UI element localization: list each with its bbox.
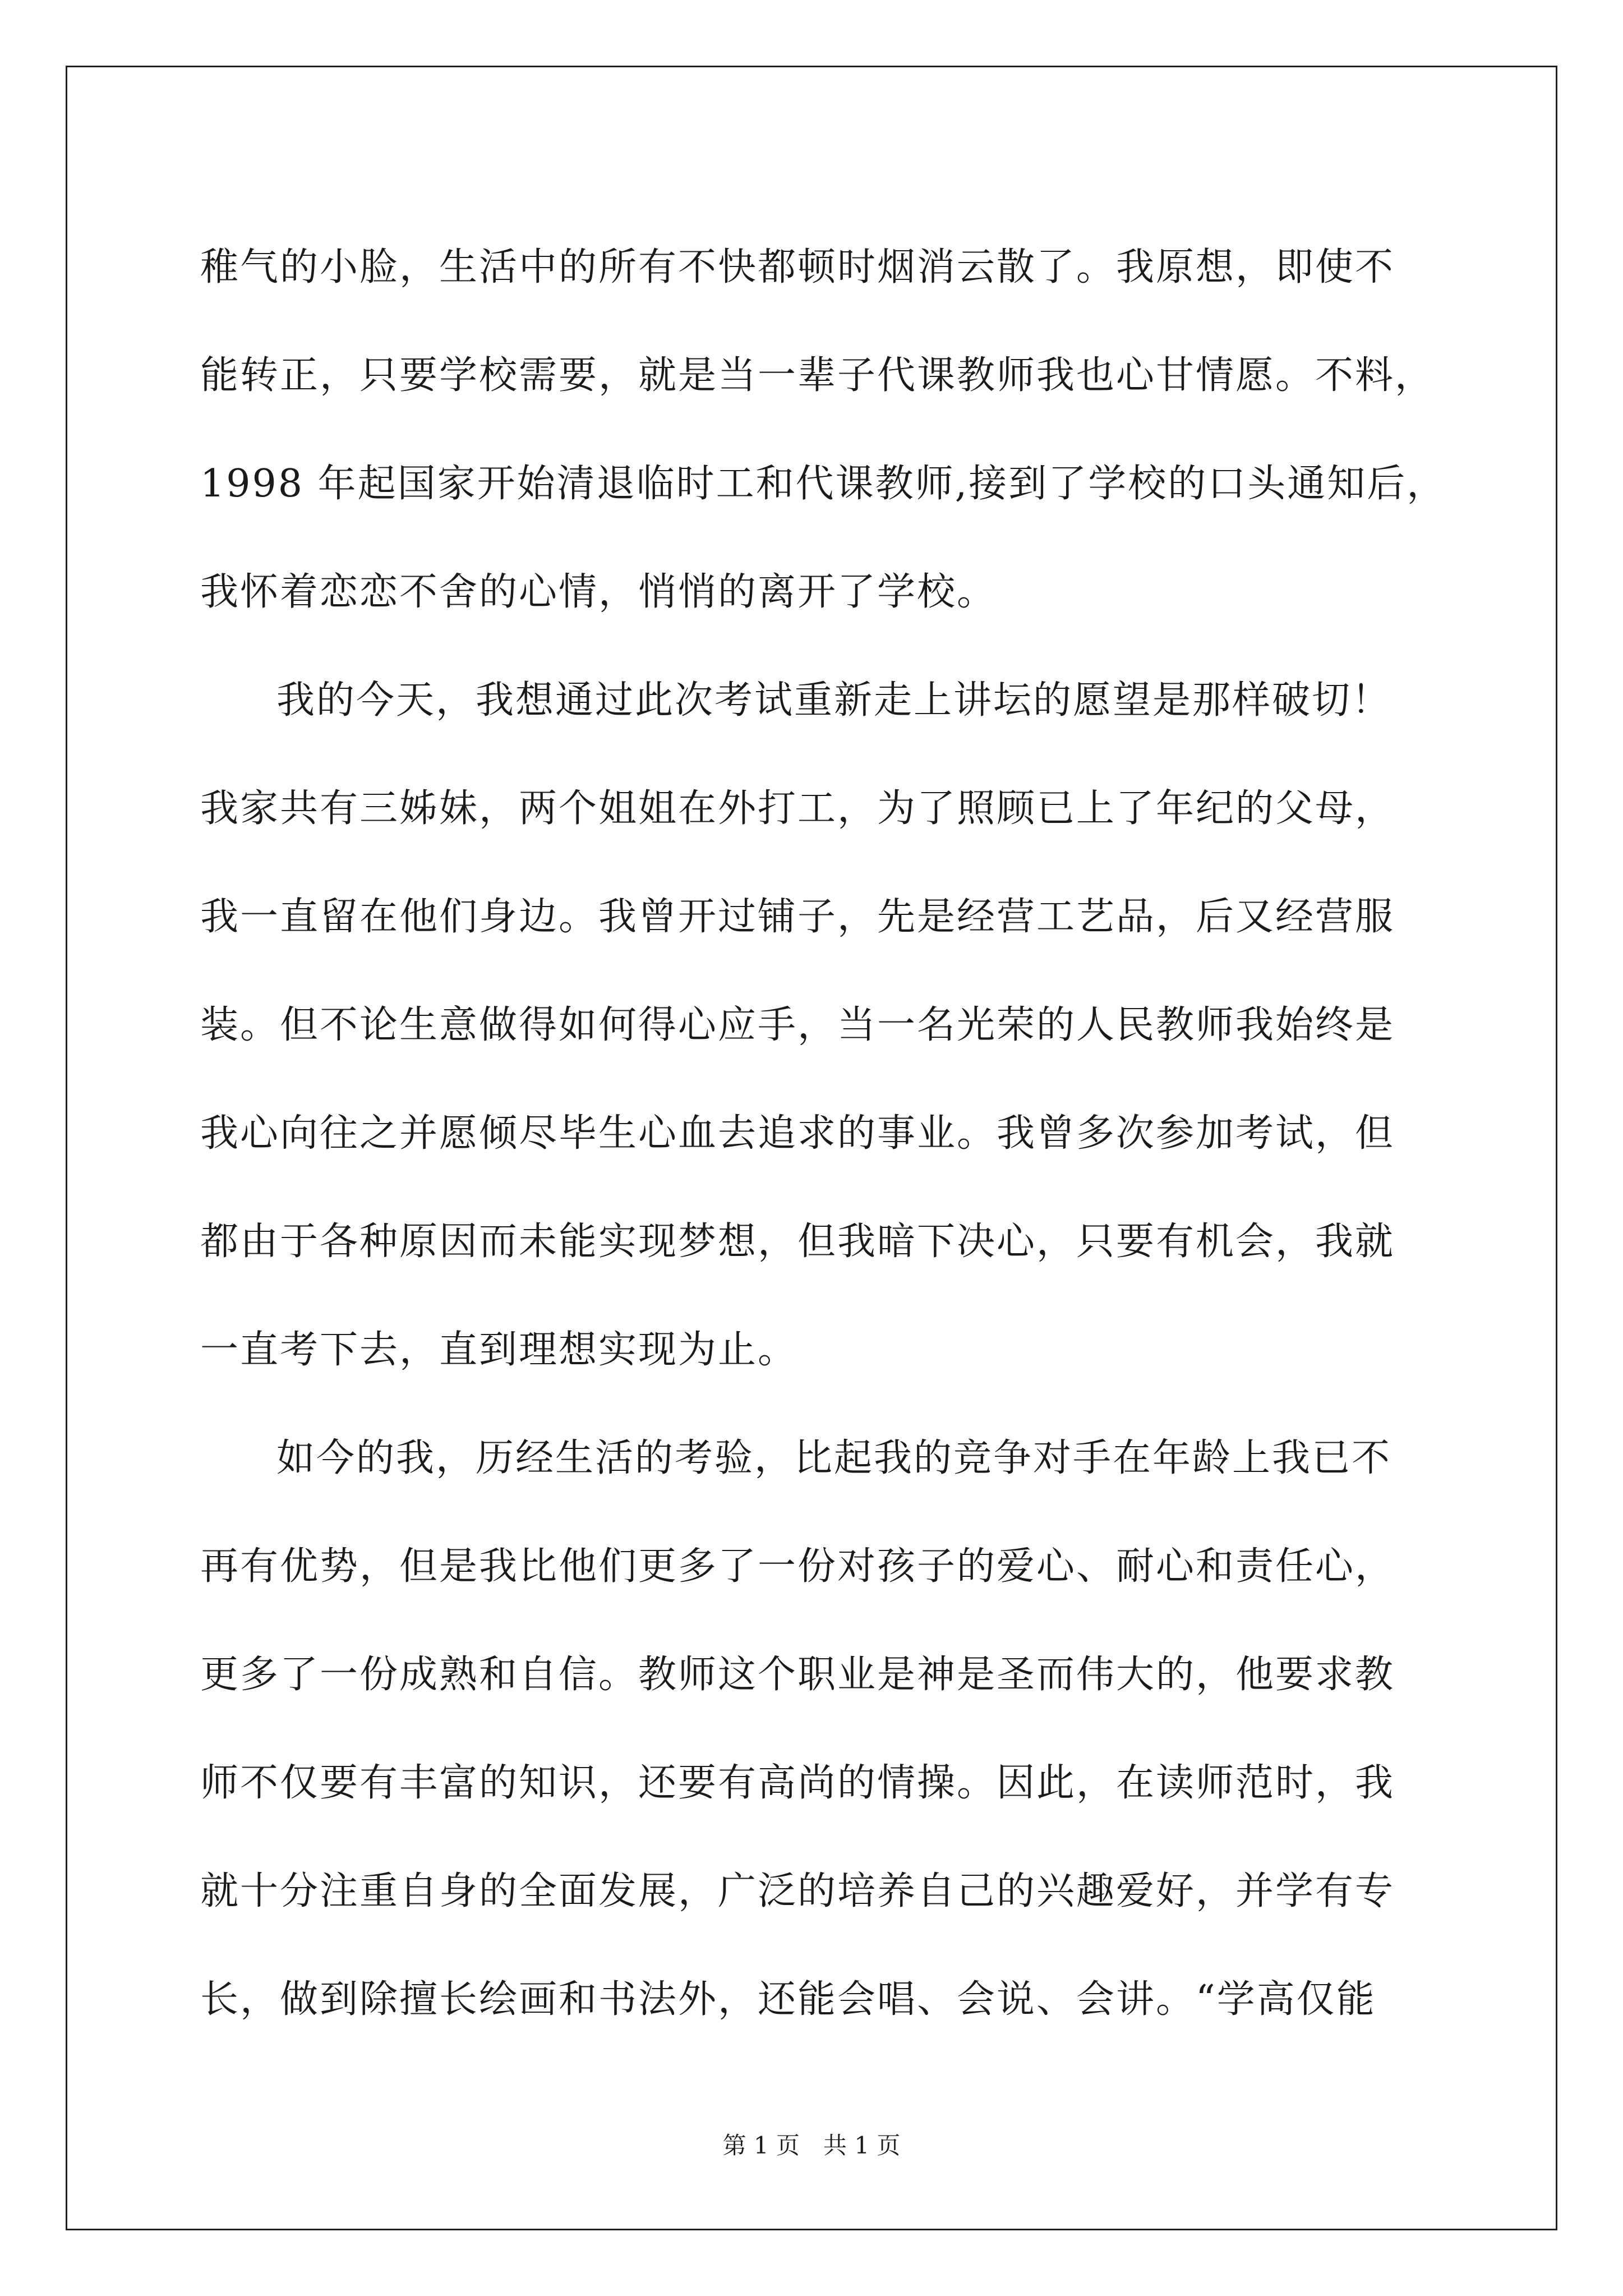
text-line: 都由于各种原因而未能实现梦想，但我暗下决心，只要有机会，我就 — [200, 1220, 1395, 1264]
text-line: 就十分注重自身的全面发展，广泛的培养自己的兴趣爱好，并学有专 — [200, 1869, 1395, 1913]
text-line: 能转正，只要学校需要，就是当一辈子代课教师我也心甘情愿。不料， — [200, 353, 1435, 398]
page-footer: 第 1 页 共 1 页 — [722, 2132, 901, 2159]
text-line: 师不仅要有丰富的知识，还要有高尚的情操。因此，在读师范时，我 — [200, 1761, 1395, 1805]
text-line: 我家共有三姊妹，两个姐姐在外打工，为了照顾已上了年纪的父母， — [200, 786, 1395, 831]
text-line: 更多了一份成熟和自信。教师这个职业是神是圣而伟大的，他要求教 — [200, 1653, 1395, 1697]
text-line: 我一直留在他们身边。我曾开过铺子，先是经营工艺品，后又经营服 — [200, 895, 1395, 939]
paragraph-first-line: 我的今天，我想通过此次考试重新走上讲坛的愿望是那样破切！ — [276, 678, 1392, 723]
text-line: 一直考下去，直到理想实现为止。 — [200, 1328, 798, 1372]
text-line: 长，做到除擅长绘画和书法外，还能会唱、会说、会讲。“学高仅能 — [200, 1977, 1376, 2022]
text-line: 我怀着恋恋不舍的心情，悄悄的离开了学校。 — [200, 570, 997, 614]
text-line: 稚气的小脸，生活中的所有不快都顿时烟消云散了。我原想，即使不 — [200, 245, 1395, 289]
text-line: 1998 年起国家开始清退临时工和代课教师,接到了学校的口头通知后， — [200, 462, 1447, 506]
paragraph-first-line: 如今的我，历经生活的考验，比起我的竞争对手在年龄上我已不 — [276, 1436, 1392, 1480]
text-line: 我心向往之并愿倾尽毕生心血去追求的事业。我曾多次参加考试，但 — [200, 1111, 1395, 1156]
document-body — [200, 213, 1447, 2054]
text-line: 再有优势，但是我比他们更多了一份对孩子的爱心、耐心和责任心， — [200, 1544, 1395, 1589]
text-line: 装。但不论生意做得如何得心应手，当一名光荣的人民教师我始终是 — [200, 1003, 1395, 1047]
